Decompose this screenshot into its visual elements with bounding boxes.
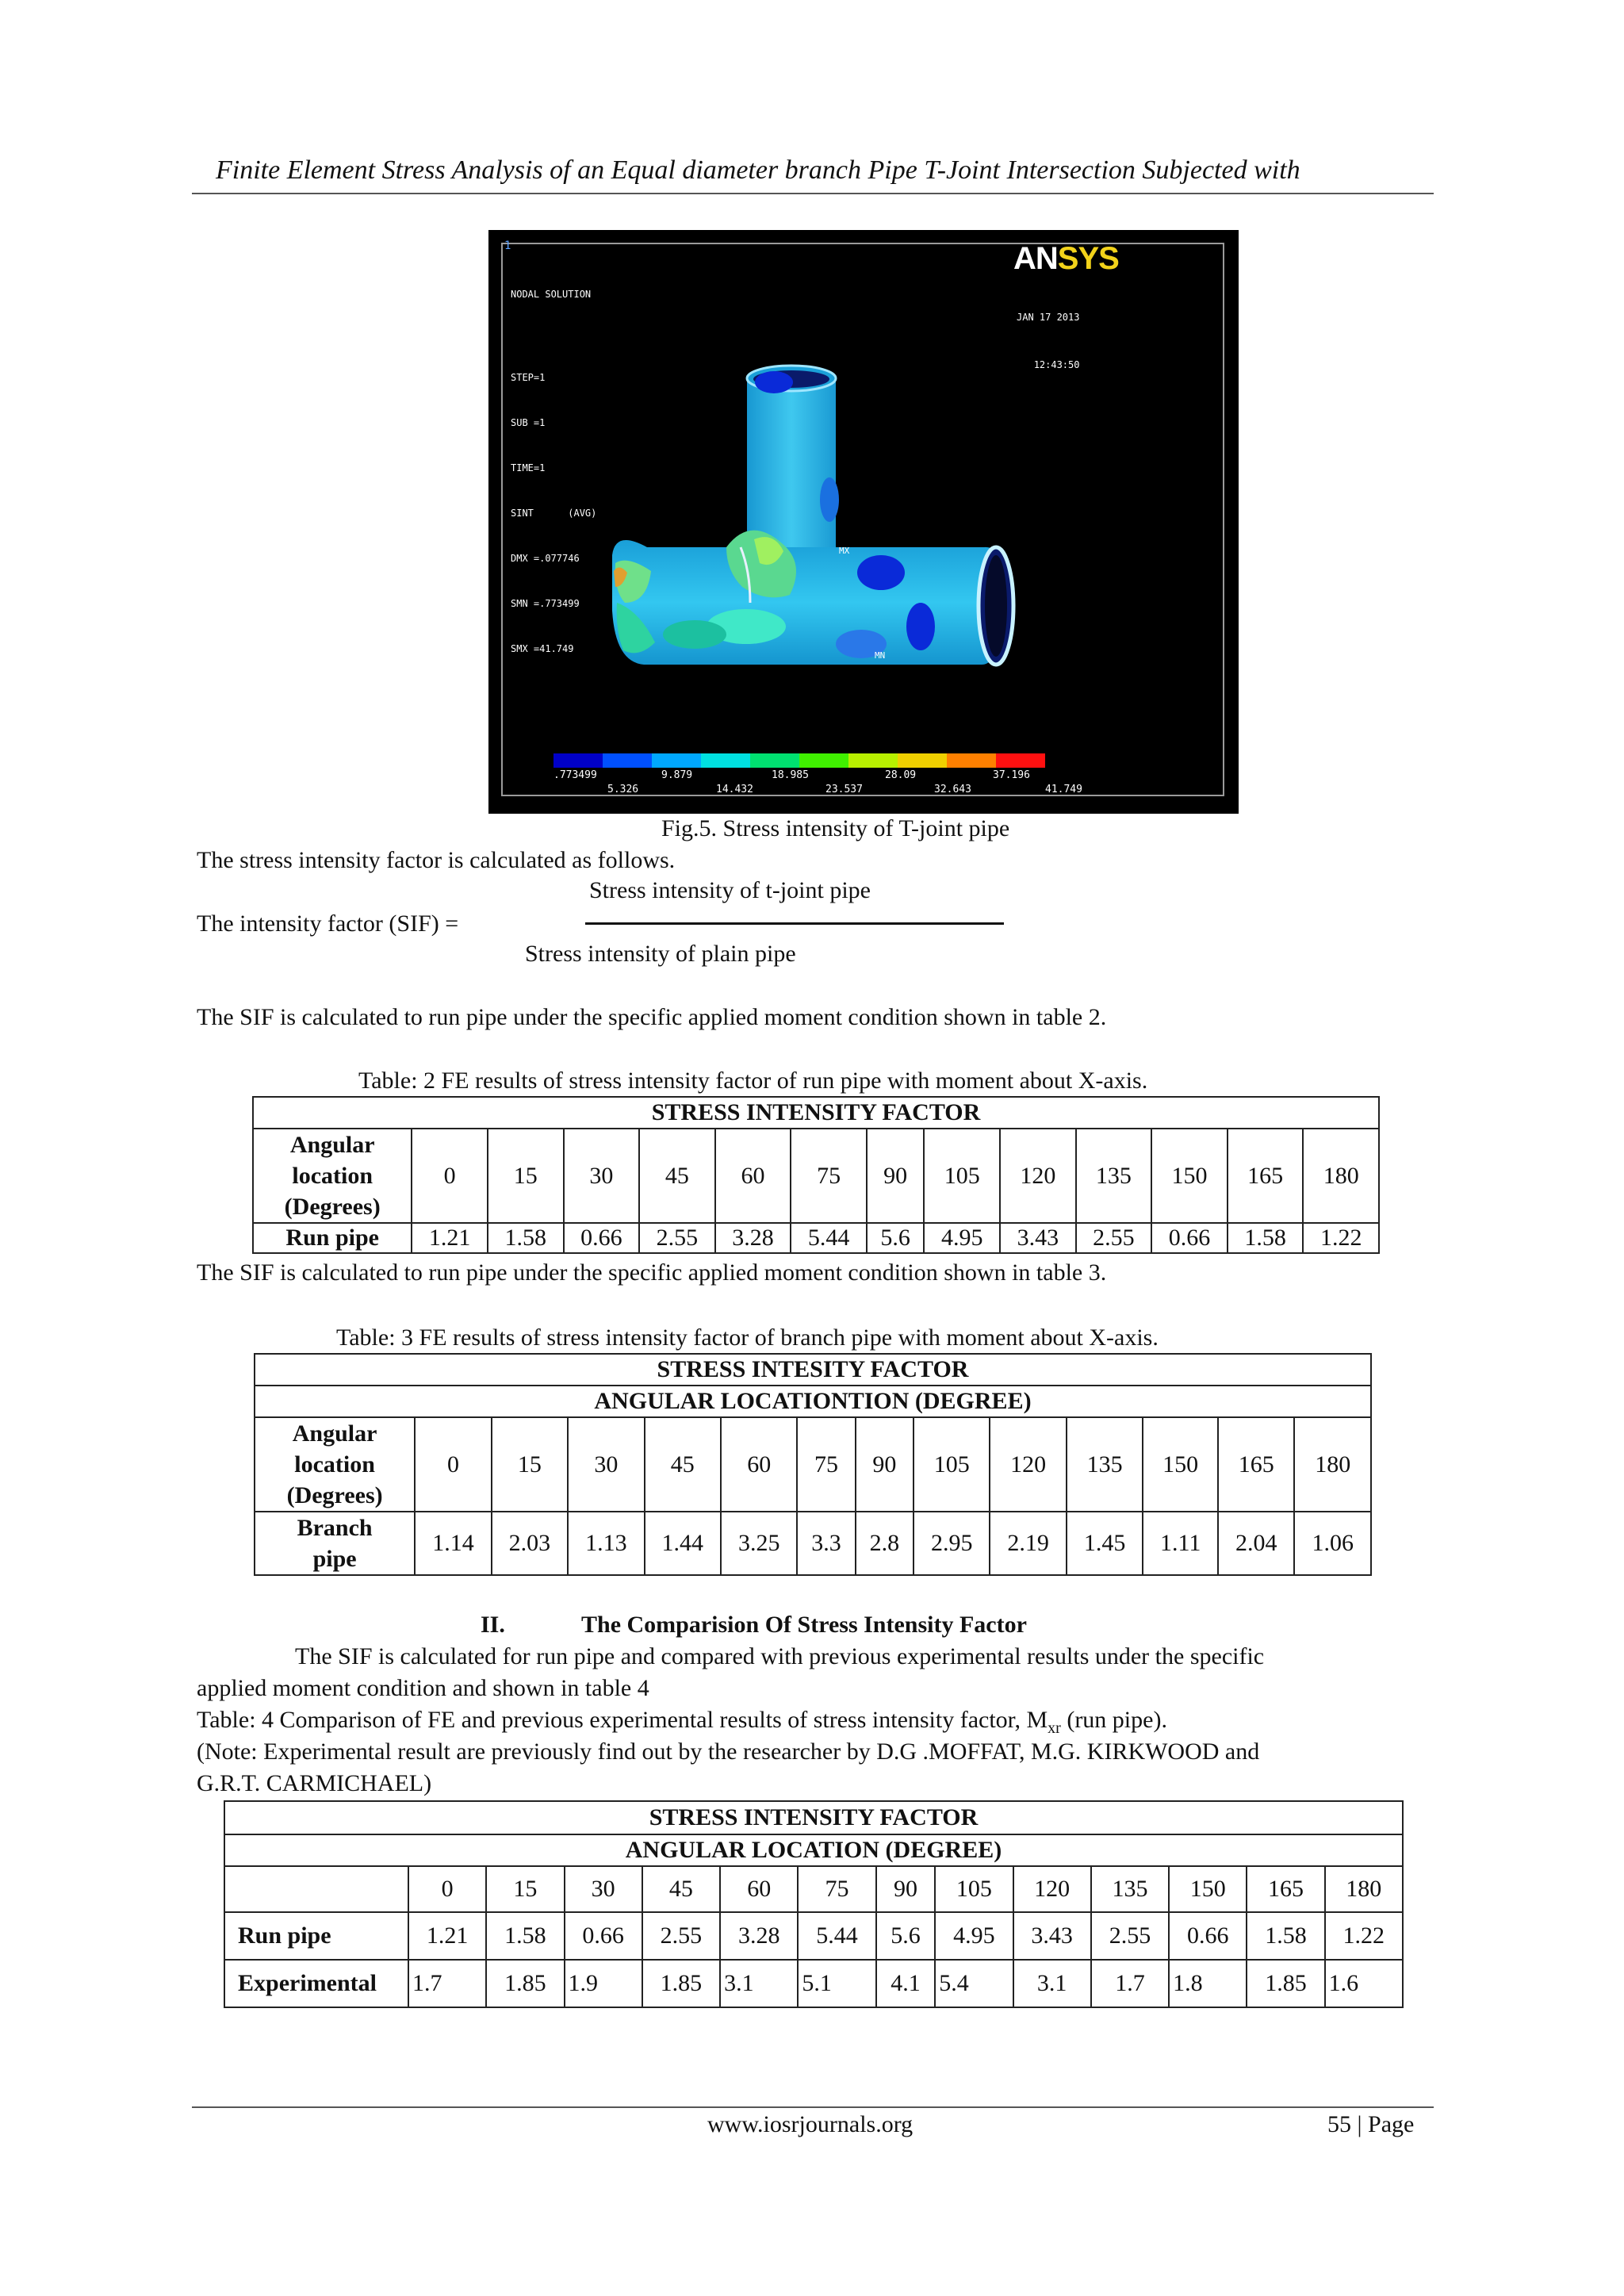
angle-cell: 150 — [1169, 1866, 1247, 1912]
row-name: Branch pipe — [255, 1512, 415, 1575]
formula-denominator: Stress intensity of plain pipe — [525, 941, 796, 967]
value-cell: 1.7 — [1091, 1960, 1169, 2007]
angle-cell: 30 — [565, 1866, 642, 1912]
value-cell: 3.28 — [715, 1223, 791, 1253]
angle-cell: 150 — [1143, 1417, 1218, 1512]
section-title: The Comparision Of Stress Intensity Factor — [581, 1612, 1027, 1638]
info-line: SINT (AVG) — [511, 508, 597, 519]
angle-cell: 30 — [568, 1417, 644, 1512]
legend-swatch — [996, 753, 1045, 768]
legend-swatch — [701, 753, 750, 768]
row-name: Run pipe — [224, 1912, 408, 1960]
angle-cell: 180 — [1294, 1417, 1371, 1512]
empty-corner-cell — [224, 1866, 408, 1912]
legend-swatch — [652, 753, 701, 768]
value-cell: 1.6 — [1325, 1960, 1403, 2007]
table-header: STRESS INTESITY FACTOR — [255, 1354, 1371, 1386]
value-cell: 5.44 — [791, 1223, 867, 1253]
value-cell: 4.95 — [935, 1912, 1013, 1960]
info-line: TIME=1 — [511, 462, 546, 473]
sif-intro: The stress intensity factor is calculated as follows. — [197, 847, 676, 873]
paragraph-line: The SIF is calculated for run pipe and compared with previous experimental results under the specific — [295, 1643, 1265, 1669]
time: 12:43:50 — [1033, 359, 1080, 370]
footer-rule — [192, 2106, 1434, 2108]
paragraph-line: applied moment condition and shown in table 4 — [197, 1675, 649, 1701]
angle-cell: 150 — [1151, 1129, 1228, 1223]
angle-cell: 45 — [639, 1129, 715, 1223]
ansys-figure — [488, 230, 1239, 814]
table4 — [224, 1800, 1404, 2008]
angle-cell: 30 — [564, 1129, 640, 1223]
value-cell: 3.3 — [797, 1512, 855, 1575]
value-cell: 1.85 — [486, 1960, 564, 2007]
row-name: Run pipe — [253, 1223, 412, 1253]
info-line: SMX =41.749 — [511, 643, 574, 654]
value-cell: 0.66 — [1169, 1912, 1247, 1960]
value-cell: 2.55 — [1091, 1912, 1169, 1960]
info-line: DMX =.077746 — [511, 553, 580, 564]
contour-legend-bar — [553, 753, 1045, 768]
value-cell: 2.55 — [639, 1223, 715, 1253]
value-cell: 2.03 — [492, 1512, 568, 1575]
value-cell: 2.95 — [914, 1512, 990, 1575]
legend-swatch — [848, 753, 898, 768]
angle-cell: 15 — [486, 1866, 564, 1912]
timestamp — [1017, 278, 1079, 404]
value-cell: 2.19 — [990, 1512, 1066, 1575]
value-cell: 2.55 — [642, 1912, 720, 1960]
value-cell: 2.8 — [856, 1512, 914, 1575]
footer-url: www.iosrjournals.org — [707, 2111, 914, 2137]
legend-swatch — [603, 753, 652, 768]
table4-caption: Table: 4 Comparison of FE and previous experimental results of stress intensity factor, $M_{xr}$ (run pipe). — [197, 1707, 1167, 1737]
legend-label: 41.749 — [1045, 784, 1082, 795]
legend-label: 18.985 — [772, 769, 809, 781]
angle-cell: 15 — [488, 1129, 564, 1223]
paragraph-table3: The SIF is calculated to run pipe under the specific applied moment condition shown in table 3. — [197, 1259, 1107, 1286]
angle-cell: 120 — [1000, 1129, 1076, 1223]
figure-frame — [501, 243, 1224, 796]
value-cell: 3.43 — [1013, 1912, 1091, 1960]
value-cell: 1.85 — [1247, 1960, 1324, 2007]
value-cell: 0.66 — [564, 1223, 640, 1253]
legend-swatch — [553, 753, 603, 768]
value-cell: 5.6 — [867, 1223, 925, 1253]
row-label: Angular location (Degrees) — [255, 1417, 415, 1512]
angle-cell: 90 — [876, 1866, 936, 1912]
legend-swatch — [898, 753, 947, 768]
angle-cell: 105 — [935, 1866, 1013, 1912]
table3 — [254, 1353, 1372, 1576]
row-label: Angular location (Degrees) — [253, 1129, 412, 1223]
value-cell: 2.04 — [1218, 1512, 1294, 1575]
paragraph-table2: The SIF is calculated to run pipe under the specific applied moment condition shown in table 2. — [197, 1004, 1107, 1030]
angle-cell: 165 — [1228, 1129, 1304, 1223]
table-header: STRESS INTENSITY FACTOR — [224, 1801, 1403, 1834]
table2 — [252, 1096, 1380, 1254]
running-title: Finite Element Stress Analysis of an Equal diameter branch Pipe T-Joint Intersection Subjected with — [216, 155, 1300, 185]
value-cell: 1.9 — [565, 1960, 642, 2007]
value-cell: 1.06 — [1294, 1512, 1371, 1575]
value-cell: 3.25 — [721, 1512, 797, 1575]
page-number: 55 | Page — [1327, 2111, 1415, 2137]
value-cell: 1.21 — [412, 1223, 488, 1253]
value-cell: 4.95 — [924, 1223, 1000, 1253]
value-cell: 1.58 — [488, 1223, 564, 1253]
value-cell: 1.22 — [1303, 1223, 1379, 1253]
value-cell: 1.22 — [1325, 1912, 1403, 1960]
angle-cell: 180 — [1303, 1129, 1379, 1223]
legend-swatch — [799, 753, 848, 768]
angle-cell: 45 — [642, 1866, 720, 1912]
solution-info — [511, 257, 596, 687]
angle-cell: 120 — [990, 1417, 1066, 1512]
value-cell: 3.43 — [1000, 1223, 1076, 1253]
value-cell: 1.58 — [486, 1912, 564, 1960]
info-line: NODAL SOLUTION — [511, 289, 592, 300]
legend-swatch — [750, 753, 799, 768]
info-line: SUB =1 — [511, 417, 546, 428]
angle-cell: 0 — [412, 1129, 488, 1223]
angle-cell: 135 — [1076, 1129, 1152, 1223]
table-subheader: ANGULAR LOCATIONTION (DEGREE) — [255, 1386, 1371, 1417]
value-cell: 1.21 — [408, 1912, 486, 1960]
value-cell: 5.44 — [798, 1912, 875, 1960]
row-name: Experimental — [224, 1960, 408, 2007]
value-cell: 1.8 — [1169, 1960, 1247, 2007]
ansys-logo: ANSYS — [1013, 241, 1119, 276]
value-cell: 3.1 — [720, 1960, 798, 2007]
angle-cell: 75 — [798, 1866, 875, 1912]
value-cell: 1.7 — [408, 1960, 486, 2007]
legend-label: 32.643 — [934, 784, 971, 795]
angle-cell: 15 — [492, 1417, 568, 1512]
angle-cell: 60 — [720, 1866, 798, 1912]
formula-label: The intensity factor (SIF) = — [197, 910, 459, 937]
angle-cell: 60 — [715, 1129, 791, 1223]
value-cell: 2.55 — [1076, 1223, 1152, 1253]
legend-label: 37.196 — [993, 769, 1030, 781]
value-cell: 5.1 — [798, 1960, 875, 2007]
legend-label: 9.879 — [661, 769, 693, 781]
angle-cell: 105 — [914, 1417, 990, 1512]
info-line: STEP=1 — [511, 372, 546, 383]
angle-cell: 60 — [721, 1417, 797, 1512]
value-cell: 1.45 — [1067, 1512, 1143, 1575]
date: JAN 17 2013 — [1017, 312, 1080, 323]
angle-cell: 135 — [1067, 1417, 1143, 1512]
value-cell: 3.28 — [720, 1912, 798, 1960]
legend-label: 5.326 — [607, 784, 639, 795]
formula-numerator: Stress intensity of t-joint pipe — [589, 877, 871, 903]
value-cell: 5.4 — [935, 1960, 1013, 2007]
value-cell: 3.1 — [1013, 1960, 1091, 2007]
table-subheader: ANGULAR LOCATION (DEGREE) — [224, 1834, 1403, 1866]
mn-label: MN — [875, 650, 886, 661]
header-rule — [192, 193, 1434, 194]
value-cell: 1.14 — [415, 1512, 491, 1575]
value-cell: 0.66 — [1151, 1223, 1228, 1253]
angle-cell: 135 — [1091, 1866, 1169, 1912]
angle-cell: 75 — [797, 1417, 855, 1512]
table-header: STRESS INTENSITY FACTOR — [253, 1097, 1379, 1129]
angle-cell: 165 — [1247, 1866, 1324, 1912]
angle-cell: 90 — [856, 1417, 914, 1512]
window-number: 1 — [504, 240, 511, 252]
note-line: G.R.T. CARMICHAEL) — [197, 1770, 432, 1796]
angle-cell: 105 — [924, 1129, 1000, 1223]
angle-cell: 45 — [645, 1417, 721, 1512]
value-cell: 1.44 — [645, 1512, 721, 1575]
angle-cell: 0 — [415, 1417, 491, 1512]
section-number: II. — [481, 1612, 505, 1638]
value-cell: 1.11 — [1143, 1512, 1218, 1575]
angle-cell: 165 — [1218, 1417, 1294, 1512]
info-line: SMN =.773499 — [511, 598, 580, 609]
angle-cell: 120 — [1013, 1866, 1091, 1912]
value-cell: 0.66 — [565, 1912, 642, 1960]
value-cell: 1.58 — [1228, 1223, 1304, 1253]
angle-cell: 90 — [867, 1129, 925, 1223]
legend-label: 23.537 — [825, 784, 863, 795]
figure-caption: Fig.5. Stress intensity of T-joint pipe — [661, 815, 1010, 841]
table2-caption: Table: 2 FE results of stress intensity factor of run pipe with moment about X-axis. — [358, 1068, 1148, 1094]
legend-swatch — [947, 753, 996, 768]
value-cell: 5.6 — [876, 1912, 936, 1960]
angle-cell: 0 — [408, 1866, 486, 1912]
legend-label: 14.432 — [716, 784, 753, 795]
angle-cell: 180 — [1325, 1866, 1403, 1912]
mx-label: MX — [839, 546, 850, 556]
table3-caption: Table: 3 FE results of stress intensity factor of branch pipe with moment about X-axis. — [336, 1324, 1159, 1351]
value-cell: 1.85 — [642, 1960, 720, 2007]
legend-label: 28.09 — [885, 769, 917, 781]
fraction-bar — [585, 922, 1004, 925]
note-line: (Note: Experimental result are previously find out by the researcher by D.G .MOFFAT, M.G. KIRKWOOD and — [197, 1738, 1260, 1765]
angle-cell: 75 — [791, 1129, 867, 1223]
value-cell: 1.58 — [1247, 1912, 1324, 1960]
value-cell: 1.13 — [568, 1512, 644, 1575]
value-cell: 4.1 — [876, 1960, 936, 2007]
legend-label: .773499 — [553, 769, 597, 781]
